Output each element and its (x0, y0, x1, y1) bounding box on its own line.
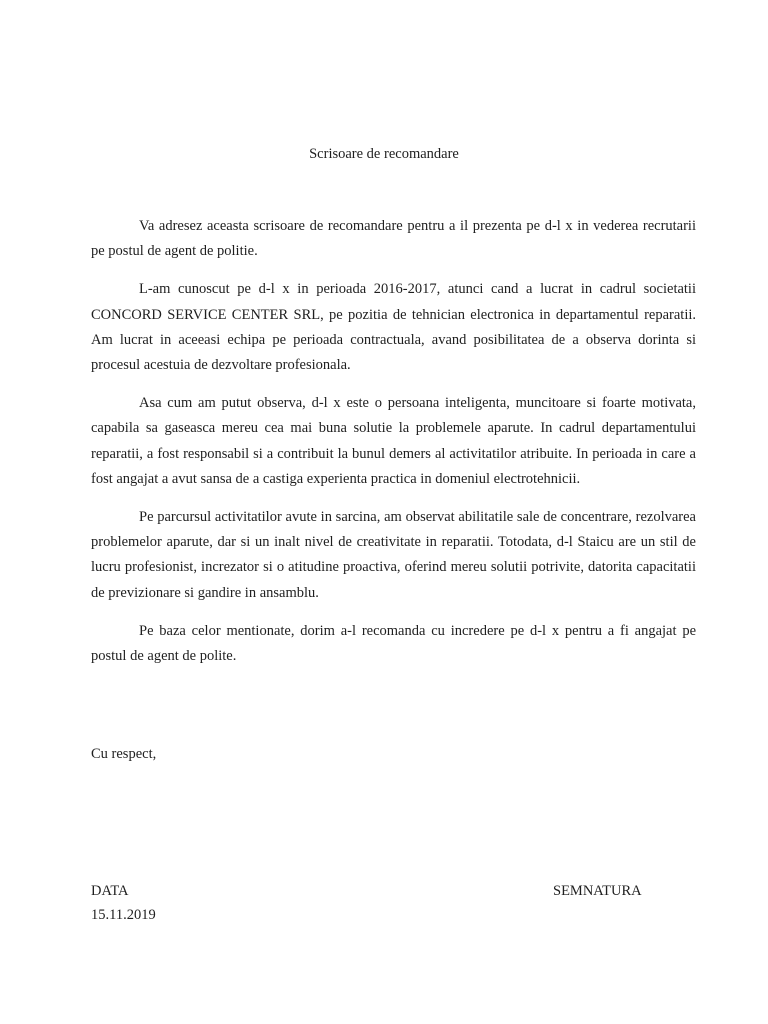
closing-salutation: Cu respect, (91, 746, 157, 762)
letter-title: Scrisoare de recomandare (309, 146, 459, 162)
paragraph-skills: Pe parcursul activitatilor avute in sarcina, am observat abilitatile sale de concentrare, rezolvarea problemelor aparute, dar si un inalt nivel de creativitate in reparatii. Totodata, d-l Staicu are un stil de lucru profesionist, increzator si o atitudine proactiva, oferind mereu solutii potrivite, datorita capacitatii de previzionare si gandire in ansamblu. (91, 509, 696, 601)
paragraph-introduction: Va adresez aceasta scrisoare de recomandare pentru a il prezenta pe d-l x in vederea recrutarii pe postul de agent de politie. (91, 218, 696, 260)
letter-body (91, 214, 696, 682)
date-value: 15.11.2019 (91, 907, 156, 923)
paragraph-acquaintance: L-am cunoscut pe d-l x in perioada 2016-2017, atunci cand a lucrat in cadrul societatii CONCORD SERVICE CENTER SRL, pe pozitia de tehnician electronica in departamentul reparatii. Am lucrat in aceeasi echipa pe perioada contractuala, avand posibilitatea de a observa dorinta si procesul acestuia de dezvoltare profesionala. (91, 281, 696, 374)
paragraph-recommendation: Pe baza celor mentionate, dorim a-l recomanda cu incredere pe d-l x pentru a fi angajat pe postul de agent de polite. (91, 622, 696, 665)
signature-label: SEMNATURA (553, 883, 642, 899)
date-label: DATA (91, 883, 129, 899)
paragraph-qualities: Asa cum am putut observa, d-l x este o persoana inteligenta, muncitoare si foarte motivata, capabila sa gaseasca mereu cea mai buna solutie la problemele aparute. In cadrul departamentului reparatii, a fost responsabil si a contribuit la bunul demers al activitatilor atribuite. In perioada in care a fost angajat a avut sansa de a castiga experienta practica in domeniul electrotehnicii. (91, 395, 696, 487)
